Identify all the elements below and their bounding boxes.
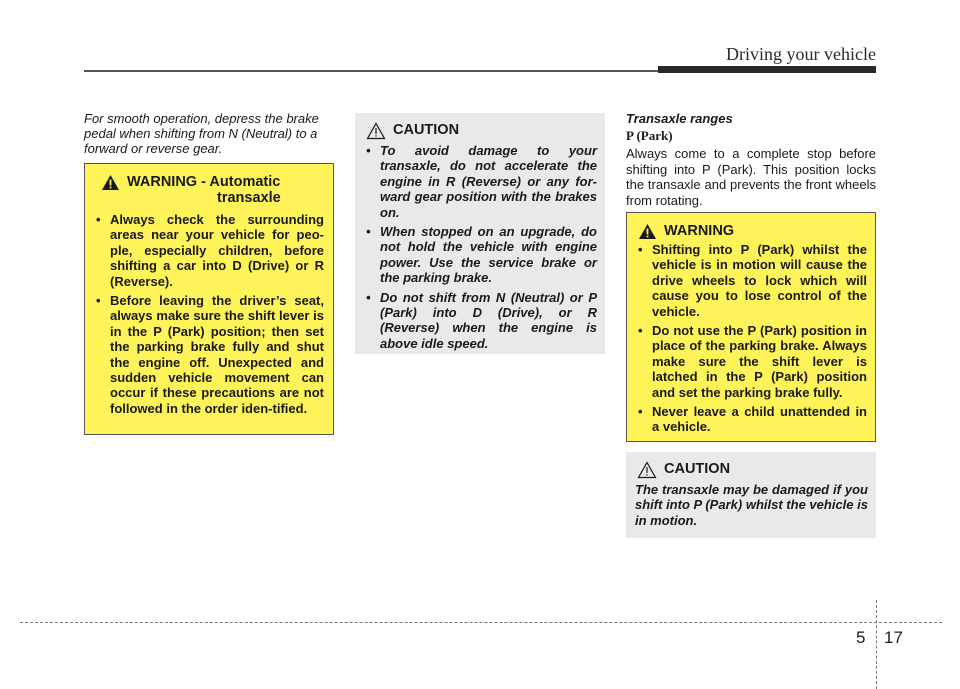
caution-triangle-icon [637, 461, 657, 479]
list-item: • Shifting into P (Park) whilst the vehicle is in motion will cause the drive wheels to lock which will cause you to lose control of the vehicle. [636, 242, 867, 319]
caution-title: CAUTION [393, 122, 460, 138]
list-item: • Always check the surrounding areas near your vehicle for peo-ple, especially children, before shifting a car into D (Drive) or R (Reverse). [94, 212, 324, 289]
warning-title-line2: transaxle [217, 190, 281, 206]
header-bar [658, 66, 876, 73]
caution-box-park [626, 452, 876, 538]
caution-text: The transaxle may be damaged if you shift into P (Park) whilst the vehicle is in motion. [635, 482, 868, 528]
warning-heading [638, 223, 867, 240]
footer-rule [20, 622, 942, 623]
list-item: • Never leave a child unattended in a vehicle. [636, 404, 867, 435]
warning-box-park [626, 212, 876, 442]
warning-title: WARNING [664, 223, 735, 239]
chapter-number: 5 [856, 628, 866, 647]
caution-title: CAUTION [664, 461, 731, 477]
park-paragraph: Always come to a complete stop before shifting into P (Park). This position locks the transaxle and prevents the front wheels from rotating. [626, 146, 876, 208]
caution-heading [637, 461, 868, 479]
warning-triangle-icon [638, 223, 657, 240]
section-heading: Transaxle ranges [626, 111, 733, 126]
intro-paragraph: For smooth operation, depress the brake pedal when shifting from N (Neutral) to a forward or reverse gear. [84, 111, 319, 156]
sub-heading-park: P (Park) [626, 128, 673, 143]
list-item: • Do not use the P (Park) position in place of the parking brake. Always make sure the shift lever is latched in the P (Park) position and set the parking brake fully. [636, 323, 867, 400]
warning-triangle-icon [101, 174, 120, 191]
page-number-separator [876, 600, 877, 689]
caution-triangle-icon [366, 122, 386, 140]
warning-heading [101, 174, 324, 206]
list-item: • Do not shift from N (Neutral) or P (Park) into D (Drive), or R (Reverse) when the engine is above idle speed. [364, 290, 597, 352]
warning-box-automatic-transaxle [84, 163, 334, 435]
list-item: • To avoid damage to your transaxle, do not accelerate the engine in R (Reverse) or any for-ward gear position with the brakes on. [364, 143, 597, 220]
running-header-title: Driving your vehicle [726, 44, 876, 64]
page-number: 17 [884, 628, 903, 647]
list-item: • Before leaving the driver’s seat, always make sure the shift lever is in the P (Park) position; then set the parking brake fully and shut the engine off. Unexpected and sudden vehicle movement can occur if these precautions are not followed in the order iden-tified. [94, 293, 324, 416]
caution-heading [366, 122, 597, 140]
caution-box-transaxle-damage [355, 113, 605, 354]
list-item: • When stopped on an upgrade, do not hold the vehicle with engine power. Use the service brake or the parking brake. [364, 224, 597, 286]
warning-title: WARNING - Automatic [127, 174, 281, 190]
